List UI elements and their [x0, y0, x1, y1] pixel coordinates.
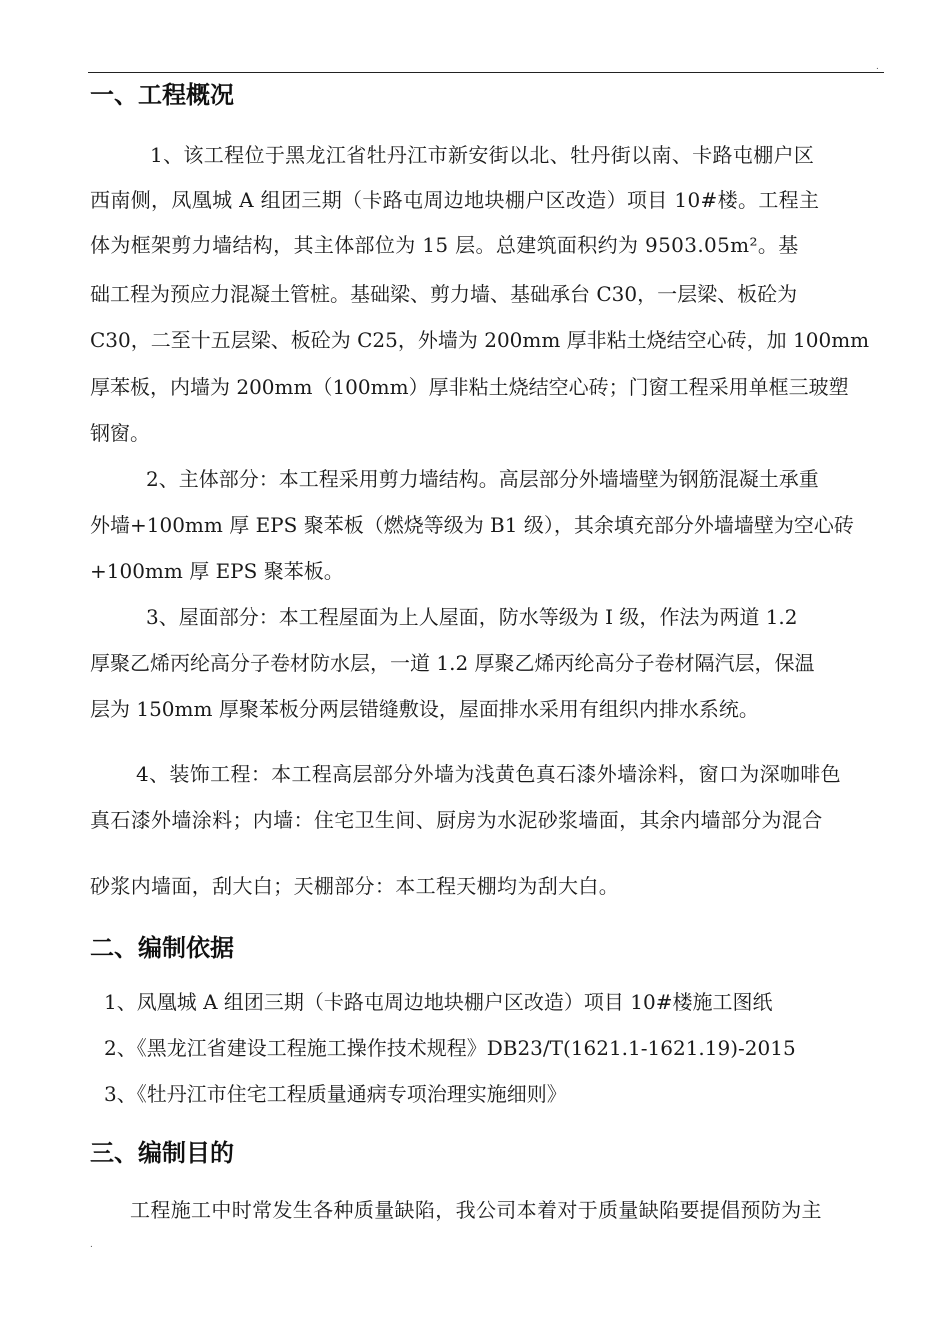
section-heading: 二、编制依据 [90, 934, 234, 962]
paragraph-line: 砂浆内墙面，刮大白；天棚部分：本工程天棚均为刮大白。 [90, 874, 620, 898]
footer-mark: . [90, 1239, 93, 1250]
paragraph-line: 工程施工中时常发生各种质量缺陷，我公司本着对于质量缺陷要提倡预防为主 [130, 1198, 822, 1222]
header-rule [88, 72, 884, 73]
paragraph-line: 钢窗。 [90, 421, 150, 445]
paragraph-line: 1、该工程位于黑龙江省牡丹江市新安街以北、牡丹街以南、卡路屯棚户区 [150, 143, 815, 167]
header-mark: . [876, 61, 879, 72]
list-item: 3、《牡丹江市住宅工程质量通病专项治理实施细则》 [104, 1082, 567, 1106]
paragraph-line: 层为 150mm 厚聚苯板分两层错缝敷设，屋面排水采用有组织内排水系统。 [90, 697, 759, 721]
section-heading: 一、工程概况 [90, 81, 234, 109]
paragraph-line: 西南侧，凤凰城 A 组团三期（卡路屯周边地块棚户区改造）项目 10#楼。工程主 [90, 188, 820, 212]
paragraph-line: C30，二至十五层梁、板砼为 C25，外墙为 200mm 厚非粘土烧结空心砖，加 100mm [90, 328, 870, 352]
list-item: 1、凤凰城 A 组团三期（卡路屯周边地块棚户区改造）项目 10#楼施工图纸 [104, 990, 773, 1014]
paragraph-line: +100mm 厚 EPS 聚苯板。 [90, 559, 344, 583]
paragraph-line: 4、装饰工程：本工程高层部分外墙为浅黄色真石漆外墙涂料，窗口为深咖啡色 [136, 762, 841, 786]
list-item: 2、《黑龙江省建设工程施工操作技术规程》DB23/T(1621.1-1621.19)-2015 [104, 1036, 796, 1060]
paragraph-line: 础工程为预应力混凝土管桩。基础梁、剪力墙、基础承台 C30，一层梁、板砼为 [90, 282, 798, 306]
paragraph-line: 真石漆外墙涂料；内墙：住宅卫生间、厨房为水泥砂浆墙面，其余内墙部分为混合 [90, 808, 823, 832]
paragraph-line: 2、主体部分：本工程采用剪力墙结构。高层部分外墙墙壁为钢筋混凝土承重 [146, 467, 819, 491]
paragraph-line: 外墙+100mm 厚 EPS 聚苯板（燃烧等级为 B1 级），其余填充部分外墙墙壁为空心砖 [90, 513, 854, 537]
paragraph-line: 3、屋面部分：本工程屋面为上人屋面，防水等级为 Ⅰ 级，作法为两道 1.2 [146, 605, 798, 629]
section-heading: 三、编制目的 [90, 1139, 234, 1167]
paragraph-line: 厚聚乙烯丙纶高分子卷材防水层，一道 1.2 厚聚乙烯丙纶高分子卷材隔汽层，保温 [90, 651, 815, 675]
paragraph-line: 厚苯板，内墙为 200mm（100mm）厚非粘土烧结空心砖；门窗工程采用单框三玻塑 [90, 375, 849, 399]
paragraph-line: 体为框架剪力墙结构，其主体部位为 15 层。总建筑面积约为 9503.05m²。基 [90, 233, 799, 257]
